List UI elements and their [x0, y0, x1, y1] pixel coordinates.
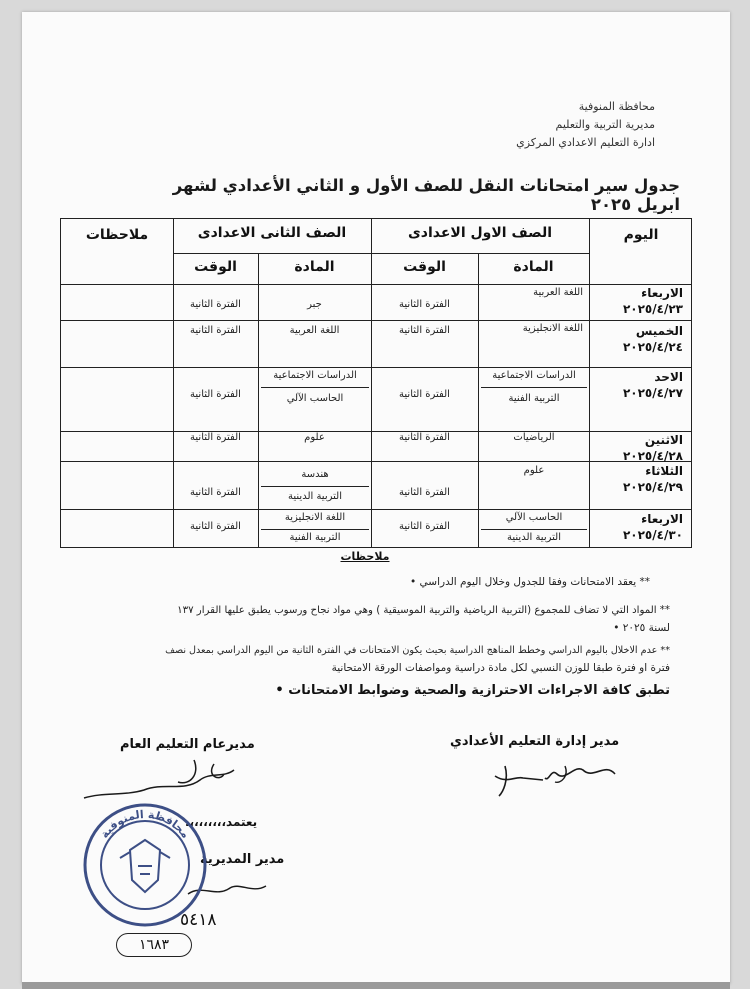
row4-g2-time: الفترة الثانية: [190, 432, 241, 443]
row5-g2-subject-1: هندسة: [301, 469, 329, 480]
handwritten-number: ٥٤١٨: [180, 910, 217, 930]
row6-g1-subject-1: الحاسب الآلي: [505, 512, 563, 523]
row2-day: الخميس ٢٠٢٥/٤/٢٤: [622, 324, 683, 354]
row6-g1-subject-2: التربية الدينية: [507, 532, 561, 543]
col-day-header: اليوم: [623, 227, 659, 243]
g1-subject-subheader: المادة: [513, 259, 554, 275]
row5-g2-time: الفترة الثانية: [190, 487, 241, 498]
col-notes-header: ملاحظات: [85, 227, 149, 243]
row3-g1-subject-2: التربية الفنية: [508, 393, 560, 404]
row3-day: الاحد ٢٠٢٥/٤/٢٧: [622, 370, 683, 400]
notes-heading: ملاحظات: [340, 550, 390, 563]
row4-g1-time: الفترة الثانية: [399, 432, 450, 443]
row3-g2-time: الفترة الثانية: [190, 389, 241, 400]
row5-day: الثلاثاء ٢٠٢٥/٤/٢٩: [622, 464, 683, 494]
row1-g1-time: الفترة الثانية: [399, 299, 450, 310]
row1-g2-time: الفترة الثانية: [190, 299, 241, 310]
header-directorate: مديرية التربية والتعليم: [555, 118, 655, 131]
note-1: ** يعقد الامتحانات وفقا للجدول وخلال اليوم الدراسي •: [410, 576, 650, 588]
directorate-director-title: مدير المديرية: [200, 852, 285, 867]
note-2-line2: لسنة ٢٠٢٥ •: [613, 622, 670, 634]
document-title: جدول سير امتحانات النقل للصف الأول و الثاني الأعدادي لشهر ابريل ٢٠٢٥: [172, 176, 680, 214]
g2-time-subheader: الوقت: [194, 259, 237, 275]
row5-g2-subject-2: التربية الدينية: [288, 491, 342, 502]
g2-subject-subheader: المادة: [294, 259, 335, 275]
row4-g2-subject: علوم: [304, 432, 325, 443]
col-grade2-header: الصف الثانى الاعدادى: [197, 225, 347, 241]
row4-g1-subject: الرياضيات: [513, 432, 555, 443]
header-administration: ادارة التعليم الاعدادي المركزي: [516, 136, 655, 149]
row6-g2-subject-1: اللغة الانجليزية: [284, 512, 346, 523]
row5-g1-time: الفترة الثانية: [399, 487, 450, 498]
row2-g2-time: الفترة الثانية: [190, 325, 241, 336]
official-seal: [80, 800, 210, 930]
row6-day: الاربعاء ٢٠٢٥/٤/٣٠: [622, 512, 683, 542]
page-edge: [22, 982, 730, 989]
row6-g1-time: الفترة الثانية: [399, 521, 450, 532]
row3-g1-subject-1: الدراسات الاجتماعية: [492, 370, 576, 381]
outgoing-number-box: ١٦٨٣: [116, 933, 192, 957]
row6-g2-subject-2: التربية الفنية: [289, 532, 341, 543]
row5-g1-subject: علوم: [523, 465, 545, 476]
row6-g2-time: الفترة الثانية: [190, 521, 241, 532]
row2-g1-time: الفترة الثانية: [399, 325, 450, 336]
right-signature: [465, 752, 625, 798]
row3-g1-time: الفترة الثانية: [399, 389, 450, 400]
row4-day: الاثنين ٢٠٢٥/٤/٢٨: [622, 433, 683, 463]
header-governorate: محافظة المنوفية: [578, 100, 655, 113]
approval-text: يعتمد،،،،،،،،،: [185, 815, 258, 829]
g1-time-subheader: الوقت: [403, 259, 446, 275]
row1-g2-subject: جبر: [307, 299, 322, 310]
note-2-line1: ** المواد التي لا تضاف للمجموع (التربية الرياضية والتربية الموسيقية ) وهي مواد نجاح ورسوب يطبق عليها القرار ١٣٧: [177, 605, 670, 616]
row1-g1-subject: اللغة العربية: [533, 287, 583, 298]
row1-day: الاربعاء ٢٠٢٥/٤/٢٣: [622, 286, 683, 316]
row3-g2-subject-2: الحاسب الآلي: [286, 393, 344, 404]
note-3-line1: ** عدم الاخلال باليوم الدراسي وخطط المناهج الدراسية بحيث يكون الامتحانات في الفترة الثانية من اليوم الدراسي بمعدل نصف: [165, 645, 670, 656]
row2-g1-subject: اللغة الانجليزية: [522, 323, 583, 334]
right-signatory-title: مدير إدارة التعليم الأعدادي: [450, 734, 620, 749]
exam-schedule-table: [60, 218, 692, 548]
row3-g2-subject-1: الدراسات الاجتماعية: [273, 370, 357, 381]
row2-g2-subject: اللغة العربية: [289, 325, 340, 336]
note-3-line2: فترة او فترة طبقا للوزن النسبي لكل مادة دراسية ومواصفات الورقة الامتحانية: [331, 662, 670, 674]
note-4: تطبق كافة الاجراءات الاحترازية والصحية وضوابط الامتحانات •: [275, 683, 670, 698]
left-signatory-title: مديرعام التعليم العام: [120, 737, 255, 752]
col-grade1-header: الصف الاول الاعدادى: [407, 225, 553, 241]
seal-text: محافظة المنوفية: [97, 807, 193, 841]
